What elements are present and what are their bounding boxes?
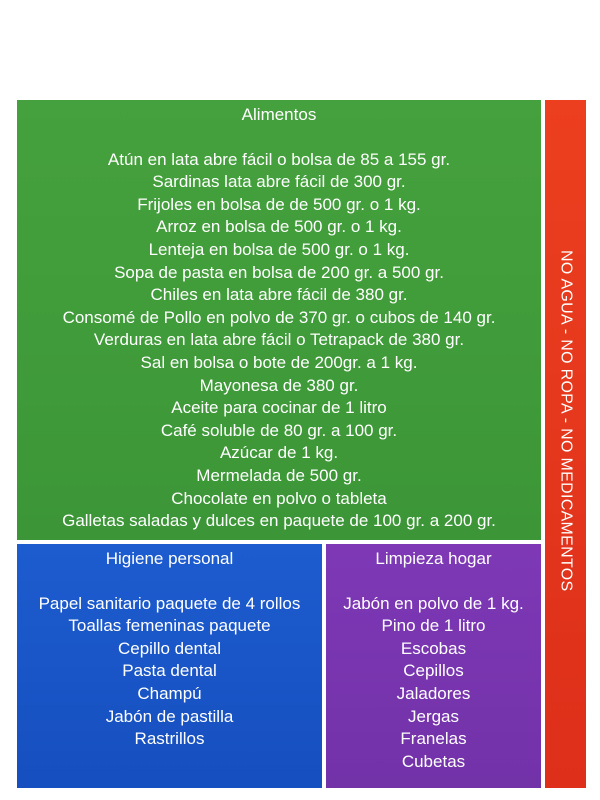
list-item: Cepillo dental xyxy=(117,638,221,658)
list-item: Atún en lata abre fácil o bolsa de 85 a 155 gr. xyxy=(107,149,451,169)
list-item: Verduras en lata abre fácil o Tetrapack de 380 gr. xyxy=(93,330,465,350)
list-item: Pasta dental xyxy=(122,661,217,681)
list-item: Cubetas xyxy=(401,751,466,771)
higiene-panel xyxy=(17,544,322,788)
list-item: Café soluble de 80 gr. a 100 gr. xyxy=(160,420,398,440)
list-item: Galletas saladas y dulces en paquete de 100 gr. a 200 gr. xyxy=(62,511,496,531)
list-item: Sardinas lata abre fácil de 300 gr. xyxy=(152,172,406,192)
limpieza-panel xyxy=(326,544,541,788)
list-item: Frijoles en bolsa de de 500 gr. o 1 kg. xyxy=(137,194,421,214)
list-item: Arroz en bolsa de 500 gr. o 1 kg. xyxy=(156,217,402,237)
list-item: Sopa de pasta en bolsa de 200 gr. a 500 gr. xyxy=(114,262,444,282)
list-item: Champú xyxy=(137,683,202,703)
list-item: Jergas xyxy=(407,706,460,726)
list-item: Toallas femeninas paquete xyxy=(68,616,271,636)
list-item: Consomé de Pollo en polvo de 370 gr. o cubos de 140 gr. xyxy=(62,307,496,327)
alimentos-panel xyxy=(17,100,541,540)
list-item: Sal en bolsa o bote de 200gr. a 1 kg. xyxy=(140,352,418,372)
higiene-title: Higiene personal xyxy=(105,549,234,568)
exclusions-text: NO AGUA - NO ROPA - NO MEDICAMENTOS xyxy=(557,250,575,592)
list-item: Franelas xyxy=(400,729,467,749)
list-item: Papel sanitario paquete de 4 rollos xyxy=(38,593,301,613)
list-item: Cepillos xyxy=(403,661,464,681)
limpieza-title: Limpieza hogar xyxy=(375,549,492,568)
list-item: Lenteja en bolsa de 500 gr. o 1 kg. xyxy=(148,239,410,259)
list-item: Chiles en lata abre fácil de 380 gr. xyxy=(150,285,408,305)
alimentos-title: Alimentos xyxy=(241,105,317,124)
list-item: Chocolate en polvo o tableta xyxy=(171,488,387,508)
list-item: Mermelada de 500 gr. xyxy=(196,465,362,485)
list-item: Jabón en polvo de 1 kg. xyxy=(343,593,524,613)
list-item: Azúcar de 1 kg. xyxy=(219,443,339,463)
list-item: Escobas xyxy=(400,638,467,658)
exclusions-banner xyxy=(545,100,586,788)
list-item: Pino de 1 litro xyxy=(381,616,486,636)
list-item: Jaladores xyxy=(396,683,471,703)
list-item: Mayonesa de 380 gr. xyxy=(199,375,359,395)
list-item: Rastrillos xyxy=(134,729,205,749)
list-item: Jabón de pastilla xyxy=(105,706,234,726)
list-item: Aceite para cocinar de 1 litro xyxy=(171,398,387,418)
